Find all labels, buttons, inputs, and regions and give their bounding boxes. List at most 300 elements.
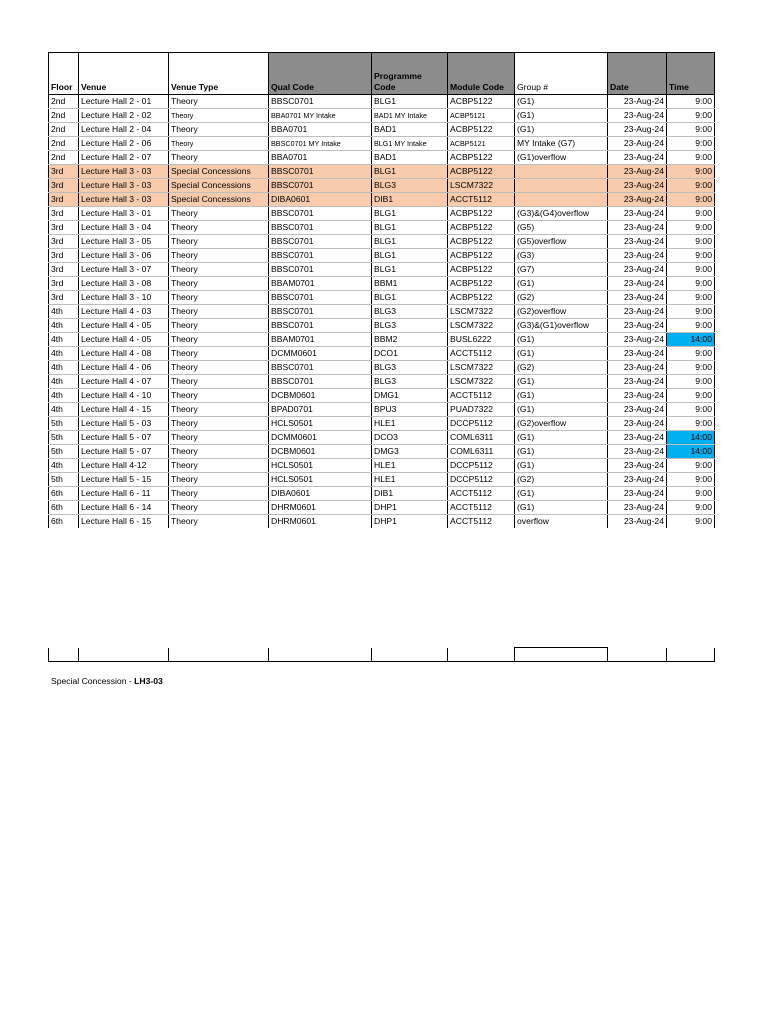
cell-group[interactable]: (G1) bbox=[515, 375, 608, 389]
cell-programme-code[interactable]: BBM2 bbox=[372, 333, 448, 347]
cell-floor[interactable]: 2nd bbox=[49, 123, 79, 137]
cell-programme-code[interactable]: BLG1 bbox=[372, 291, 448, 305]
cell-module-code[interactable]: ACBP5121 bbox=[448, 109, 515, 123]
cell-venue[interactable]: Lecture Hall 4 - 05 bbox=[79, 319, 169, 333]
cell-time[interactable]: 9:00 bbox=[667, 501, 715, 515]
cell-date[interactable]: 23-Aug-24 bbox=[608, 417, 667, 431]
cell-date[interactable]: 23-Aug-24 bbox=[608, 179, 667, 193]
cell-module-code[interactable]: ACCT5112 bbox=[448, 347, 515, 361]
cell-venue[interactable]: Lecture Hall 4 - 06 bbox=[79, 361, 169, 375]
cell-date[interactable]: 23-Aug-24 bbox=[608, 109, 667, 123]
cell-time[interactable]: 9:00 bbox=[667, 319, 715, 333]
cell-date[interactable]: 23-Aug-24 bbox=[608, 193, 667, 207]
table-row bbox=[49, 403, 715, 417]
cell-venue[interactable]: Lecture Hall 3 - 04 bbox=[79, 221, 169, 235]
cell-time[interactable]: 9:00 bbox=[667, 361, 715, 375]
cell-venue[interactable]: Lecture Hall 5 - 15 bbox=[79, 473, 169, 487]
cell-venue[interactable]: Lecture Hall 3 - 05 bbox=[79, 235, 169, 249]
cell-group[interactable] bbox=[515, 165, 608, 179]
cell-time[interactable]: 9:00 bbox=[667, 417, 715, 431]
cell-floor[interactable]: 4th bbox=[49, 319, 79, 333]
cell-floor[interactable]: 3rd bbox=[49, 193, 79, 207]
cell-qual-code[interactable]: DCMM0601 bbox=[269, 347, 372, 361]
cell-venue-type[interactable]: Theory bbox=[169, 221, 269, 235]
cell-date[interactable]: 23-Aug-24 bbox=[608, 221, 667, 235]
cell-venue-type[interactable]: Theory bbox=[169, 207, 269, 221]
cell-venue[interactable]: Lecture Hall 3 - 07 bbox=[79, 263, 169, 277]
cell-time[interactable]: 9:00 bbox=[667, 459, 715, 473]
cell-venue[interactable]: Lecture Hall 2 - 04 bbox=[79, 123, 169, 137]
cell-programme-code[interactable]: DCO3 bbox=[372, 431, 448, 445]
cell-time[interactable]: 9:00 bbox=[667, 137, 715, 151]
cell-time[interactable]: 9:00 bbox=[667, 305, 715, 319]
cell-programme-code[interactable]: BLG3 bbox=[372, 375, 448, 389]
cell-module-code[interactable]: BUSL6222 bbox=[448, 333, 515, 347]
cell-module-code[interactable]: ACBP5122 bbox=[448, 221, 515, 235]
cell-venue-type[interactable]: Theory bbox=[169, 137, 269, 151]
cell-date[interactable]: 23-Aug-24 bbox=[608, 361, 667, 375]
cell-floor[interactable]: 3rd bbox=[49, 263, 79, 277]
cell-qual-code[interactable]: HCLS0501 bbox=[269, 417, 372, 431]
cell-floor[interactable]: 2nd bbox=[49, 151, 79, 165]
cell-group[interactable]: (G3) bbox=[515, 249, 608, 263]
cell-group[interactable]: (G1) bbox=[515, 277, 608, 291]
cell-date[interactable]: 23-Aug-24 bbox=[608, 95, 667, 109]
cell-floor[interactable]: 3rd bbox=[49, 291, 79, 305]
cell-programme-code[interactable]: DMG1 bbox=[372, 389, 448, 403]
cell-qual-code[interactable]: DCBM0601 bbox=[269, 389, 372, 403]
cell-time[interactable]: 9:00 bbox=[667, 263, 715, 277]
table-row bbox=[49, 361, 715, 375]
cell-venue-type[interactable]: Theory bbox=[169, 515, 269, 529]
cell-date[interactable]: 23-Aug-24 bbox=[608, 305, 667, 319]
cell-venue[interactable]: Lecture Hall 4 - 15 bbox=[79, 403, 169, 417]
cell-qual-code[interactable]: HCLS0501 bbox=[269, 473, 372, 487]
cell-date[interactable]: 23-Aug-24 bbox=[608, 291, 667, 305]
cell-programme-code[interactable]: HLE1 bbox=[372, 417, 448, 431]
cell-venue-type[interactable]: Special Concessions bbox=[169, 165, 269, 179]
cell-date[interactable]: 23-Aug-24 bbox=[608, 487, 667, 501]
cell-floor[interactable]: 3rd bbox=[49, 249, 79, 263]
cell-module-code[interactable]: LSCM7322 bbox=[448, 375, 515, 389]
cell-venue-type[interactable]: Theory bbox=[169, 473, 269, 487]
cell-venue-type[interactable]: Theory bbox=[169, 403, 269, 417]
cell-venue-type[interactable]: Theory bbox=[169, 347, 269, 361]
cell-venue[interactable]: Lecture Hall 3 - 03 bbox=[79, 193, 169, 207]
cell-floor[interactable]: 3rd bbox=[49, 165, 79, 179]
cell-venue[interactable]: Lecture Hall 4 - 05 bbox=[79, 333, 169, 347]
cell-module-code[interactable]: LSCM7322 bbox=[448, 319, 515, 333]
empty-cell bbox=[448, 648, 515, 662]
cell-group[interactable]: (G1) bbox=[515, 403, 608, 417]
header-venue: Venue bbox=[79, 53, 169, 95]
cell-floor[interactable]: 6th bbox=[49, 515, 79, 529]
cell-time[interactable]: 9:00 bbox=[667, 151, 715, 165]
cell-qual-code[interactable]: DIBA0601 bbox=[269, 487, 372, 501]
cell-date[interactable]: 23-Aug-24 bbox=[608, 445, 667, 459]
cell-time[interactable]: 9:00 bbox=[667, 487, 715, 501]
empty-cell bbox=[667, 648, 715, 662]
cell-module-code[interactable]: ACCT5112 bbox=[448, 501, 515, 515]
cell-module-code[interactable]: COML6311 bbox=[448, 445, 515, 459]
cell-floor[interactable]: 4th bbox=[49, 403, 79, 417]
cell-date[interactable]: 23-Aug-24 bbox=[608, 333, 667, 347]
cell-venue[interactable]: Lecture Hall 3 - 08 bbox=[79, 277, 169, 291]
cell-qual-code[interactable]: HCLS0501 bbox=[269, 459, 372, 473]
cell-time[interactable]: 9:00 bbox=[667, 235, 715, 249]
cell-group[interactable]: (G1) bbox=[515, 109, 608, 123]
cell-module-code[interactable]: LSCM7322 bbox=[448, 361, 515, 375]
cell-qual-code[interactable]: BBSC0701 bbox=[269, 165, 372, 179]
cell-programme-code[interactable]: BLG1 bbox=[372, 95, 448, 109]
cell-module-code[interactable]: DCCP5112 bbox=[448, 473, 515, 487]
cell-group[interactable]: (G2) bbox=[515, 473, 608, 487]
cell-programme-code[interactable]: DCO1 bbox=[372, 347, 448, 361]
cell-module-code[interactable]: ACCT5112 bbox=[448, 389, 515, 403]
cell-venue[interactable]: Lecture Hall 4 - 03 bbox=[79, 305, 169, 319]
cell-floor[interactable]: 5th bbox=[49, 417, 79, 431]
cell-floor[interactable]: 3rd bbox=[49, 179, 79, 193]
cell-group[interactable]: (G1) bbox=[515, 459, 608, 473]
cell-group[interactable]: (G2) bbox=[515, 291, 608, 305]
empty-cell bbox=[169, 648, 269, 662]
cell-qual-code[interactable]: BBSC0701 bbox=[269, 319, 372, 333]
cell-module-code[interactable]: ACCT5112 bbox=[448, 487, 515, 501]
cell-venue-type[interactable]: Theory bbox=[169, 417, 269, 431]
cell-time[interactable]: 9:00 bbox=[667, 165, 715, 179]
cell-venue-type[interactable]: Theory bbox=[169, 431, 269, 445]
table-row bbox=[49, 249, 715, 263]
cell-venue-type[interactable]: Theory bbox=[169, 235, 269, 249]
cell-time[interactable]: 9:00 bbox=[667, 249, 715, 263]
cell-date[interactable]: 23-Aug-24 bbox=[608, 515, 667, 529]
cell-qual-code[interactable]: BBAM0701 bbox=[269, 277, 372, 291]
cell-module-code[interactable]: ACBP5122 bbox=[448, 277, 515, 291]
cell-date[interactable]: 23-Aug-24 bbox=[608, 151, 667, 165]
cell-time[interactable]: 9:00 bbox=[667, 95, 715, 109]
cell-floor[interactable]: 4th bbox=[49, 389, 79, 403]
cell-time[interactable]: 14:00 bbox=[667, 431, 715, 445]
cell-venue-type[interactable]: Theory bbox=[169, 333, 269, 347]
cell-date[interactable]: 23-Aug-24 bbox=[608, 207, 667, 221]
cell-floor[interactable]: 2nd bbox=[49, 109, 79, 123]
cell-venue[interactable]: Lecture Hall 6 - 11 bbox=[79, 487, 169, 501]
cell-floor[interactable]: 3rd bbox=[49, 207, 79, 221]
table-row bbox=[49, 389, 715, 403]
cell-floor[interactable]: 2nd bbox=[49, 137, 79, 151]
cell-programme-code[interactable]: BLG3 bbox=[372, 305, 448, 319]
cell-floor[interactable]: 4th bbox=[49, 459, 79, 473]
cell-qual-code[interactable]: BBA0701 MY Intake bbox=[269, 109, 372, 123]
cell-venue-type[interactable]: Theory bbox=[169, 375, 269, 389]
cell-floor[interactable]: 6th bbox=[49, 487, 79, 501]
cell-venue[interactable]: Lecture Hall 5 - 07 bbox=[79, 431, 169, 445]
cell-programme-code[interactable]: BLG1 bbox=[372, 249, 448, 263]
cell-venue-type[interactable]: Theory bbox=[169, 361, 269, 375]
cell-venue[interactable]: Lecture Hall 2 - 07 bbox=[79, 151, 169, 165]
cell-time[interactable]: 9:00 bbox=[667, 123, 715, 137]
cell-qual-code[interactable]: BBSC0701 bbox=[269, 305, 372, 319]
cell-venue[interactable]: Lecture Hall 4 - 07 bbox=[79, 375, 169, 389]
cell-qual-code[interactable]: BBAM0701 bbox=[269, 333, 372, 347]
cell-group[interactable]: (G1) bbox=[515, 501, 608, 515]
cell-group[interactable]: (G2) bbox=[515, 361, 608, 375]
cell-floor[interactable]: 2nd bbox=[49, 95, 79, 109]
cell-programme-code[interactable]: BAD1 bbox=[372, 151, 448, 165]
cell-group[interactable]: (G2)overflow bbox=[515, 305, 608, 319]
cell-programme-code[interactable]: BBM1 bbox=[372, 277, 448, 291]
cell-qual-code[interactable]: BBSC0701 bbox=[269, 95, 372, 109]
cell-time[interactable]: 9:00 bbox=[667, 389, 715, 403]
cell-group[interactable]: (G3)&(G4)overflow bbox=[515, 207, 608, 221]
selected-empty-cell[interactable] bbox=[515, 648, 608, 662]
cell-venue-type[interactable]: Theory bbox=[169, 123, 269, 137]
cell-venue[interactable]: Lecture Hall 5 - 07 bbox=[79, 445, 169, 459]
cell-group[interactable] bbox=[515, 179, 608, 193]
cell-time[interactable]: 9:00 bbox=[667, 473, 715, 487]
cell-group[interactable]: (G1) bbox=[515, 487, 608, 501]
cell-qual-code[interactable]: BBA0701 bbox=[269, 123, 372, 137]
cell-time[interactable]: 9:00 bbox=[667, 109, 715, 123]
cell-venue[interactable]: Lecture Hall 4 - 08 bbox=[79, 347, 169, 361]
cell-module-code[interactable]: PUAD7322 bbox=[448, 403, 515, 417]
cell-qual-code[interactable]: BBSC0701 bbox=[269, 263, 372, 277]
table-row bbox=[49, 487, 715, 501]
cell-qual-code[interactable]: BBSC0701 bbox=[269, 235, 372, 249]
cell-venue-type[interactable]: Theory bbox=[169, 291, 269, 305]
cell-venue-type[interactable]: Theory bbox=[169, 445, 269, 459]
cell-qual-code[interactable]: BBSC0701 bbox=[269, 221, 372, 235]
cell-floor[interactable]: 6th bbox=[49, 501, 79, 515]
cell-venue[interactable]: Lecture Hall 3 - 03 bbox=[79, 179, 169, 193]
cell-time[interactable]: 9:00 bbox=[667, 193, 715, 207]
cell-qual-code[interactable]: DHRM0601 bbox=[269, 515, 372, 529]
cell-group[interactable]: overflow bbox=[515, 515, 608, 529]
cell-time[interactable]: 9:00 bbox=[667, 179, 715, 193]
cell-venue[interactable]: Lecture Hall 6 - 15 bbox=[79, 515, 169, 529]
table-row bbox=[49, 347, 715, 361]
cell-date[interactable]: 23-Aug-24 bbox=[608, 235, 667, 249]
cell-module-code[interactable]: ACBP5122 bbox=[448, 123, 515, 137]
cell-venue-type[interactable]: Theory bbox=[169, 109, 269, 123]
cell-group[interactable] bbox=[515, 193, 608, 207]
cell-venue-type[interactable]: Theory bbox=[169, 501, 269, 515]
cell-module-code[interactable]: ACBP5122 bbox=[448, 235, 515, 249]
cell-time[interactable]: 14:00 bbox=[667, 333, 715, 347]
cell-venue-type[interactable]: Theory bbox=[169, 263, 269, 277]
cell-group[interactable]: (G2)overflow bbox=[515, 417, 608, 431]
cell-venue-type[interactable]: Special Concessions bbox=[169, 193, 269, 207]
cell-venue-type[interactable]: Theory bbox=[169, 249, 269, 263]
cell-floor[interactable]: 4th bbox=[49, 333, 79, 347]
cell-time[interactable]: 9:00 bbox=[667, 277, 715, 291]
cell-group[interactable]: (G7) bbox=[515, 263, 608, 277]
cell-group[interactable]: (G1) bbox=[515, 389, 608, 403]
cell-venue-type[interactable]: Theory bbox=[169, 277, 269, 291]
cell-date[interactable]: 23-Aug-24 bbox=[608, 165, 667, 179]
cell-date[interactable]: 23-Aug-24 bbox=[608, 403, 667, 417]
cell-group[interactable]: (G1) bbox=[515, 123, 608, 137]
cell-qual-code[interactable]: DCBM0601 bbox=[269, 445, 372, 459]
cell-qual-code[interactable]: DHRM0601 bbox=[269, 501, 372, 515]
cell-venue-type[interactable]: Theory bbox=[169, 487, 269, 501]
cell-date[interactable]: 23-Aug-24 bbox=[608, 347, 667, 361]
cell-programme-code[interactable]: DIB1 bbox=[372, 193, 448, 207]
cell-group[interactable]: (G1) bbox=[515, 347, 608, 361]
cell-qual-code[interactable]: BBSC0701 bbox=[269, 291, 372, 305]
cell-programme-code[interactable]: DHP1 bbox=[372, 515, 448, 529]
cell-programme-code[interactable]: DMG3 bbox=[372, 445, 448, 459]
cell-floor[interactable]: 4th bbox=[49, 375, 79, 389]
cell-date[interactable]: 23-Aug-24 bbox=[608, 277, 667, 291]
cell-date[interactable]: 23-Aug-24 bbox=[608, 473, 667, 487]
cell-date[interactable]: 23-Aug-24 bbox=[608, 375, 667, 389]
cell-venue-type[interactable]: Theory bbox=[169, 459, 269, 473]
cell-venue-type[interactable]: Theory bbox=[169, 389, 269, 403]
cell-date[interactable]: 23-Aug-24 bbox=[608, 389, 667, 403]
cell-date[interactable]: 23-Aug-24 bbox=[608, 431, 667, 445]
cell-module-code[interactable]: ACCT5112 bbox=[448, 193, 515, 207]
cell-programme-code[interactable]: BLG1 MY Intake bbox=[372, 137, 448, 151]
table-row bbox=[49, 151, 715, 165]
cell-floor[interactable]: 4th bbox=[49, 305, 79, 319]
cell-programme-code[interactable]: HLE1 bbox=[372, 459, 448, 473]
cell-qual-code[interactable]: BBSC0701 bbox=[269, 179, 372, 193]
cell-qual-code[interactable]: BBSC0701 bbox=[269, 249, 372, 263]
cell-time[interactable]: 9:00 bbox=[667, 403, 715, 417]
header-module-code: Module Code bbox=[448, 53, 515, 95]
cell-time[interactable]: 9:00 bbox=[667, 221, 715, 235]
cell-date[interactable]: 23-Aug-24 bbox=[608, 137, 667, 151]
empty-cell bbox=[79, 648, 169, 662]
header-venue-type: Venue Type bbox=[169, 53, 269, 95]
cell-venue[interactable]: Lecture Hall 6 - 14 bbox=[79, 501, 169, 515]
cell-module-code[interactable]: ACBP5122 bbox=[448, 263, 515, 277]
cell-date[interactable]: 23-Aug-24 bbox=[608, 123, 667, 137]
cell-venue[interactable]: Lecture Hall 4 - 10 bbox=[79, 389, 169, 403]
cell-venue[interactable]: Lecture Hall 2 - 02 bbox=[79, 109, 169, 123]
cell-venue[interactable]: Lecture Hall 5 - 03 bbox=[79, 417, 169, 431]
cell-module-code[interactable]: ACBP5122 bbox=[448, 165, 515, 179]
cell-venue-type[interactable]: Special Concessions bbox=[169, 179, 269, 193]
cell-venue-type[interactable]: Theory bbox=[169, 151, 269, 165]
cell-date[interactable]: 23-Aug-24 bbox=[608, 459, 667, 473]
cell-venue-type[interactable]: Theory bbox=[169, 319, 269, 333]
cell-venue[interactable]: Lecture Hall 3 - 03 bbox=[79, 165, 169, 179]
cell-venue[interactable]: Lecture Hall 3 - 10 bbox=[79, 291, 169, 305]
cell-floor[interactable]: 4th bbox=[49, 347, 79, 361]
cell-module-code[interactable]: DCCP5112 bbox=[448, 459, 515, 473]
cell-floor[interactable]: 3rd bbox=[49, 277, 79, 291]
cell-programme-code[interactable]: BLG1 bbox=[372, 263, 448, 277]
cell-qual-code[interactable]: BBSC0701 MY Intake bbox=[269, 137, 372, 151]
cell-programme-code[interactable]: BLG1 bbox=[372, 235, 448, 249]
cell-venue-type[interactable]: Theory bbox=[169, 95, 269, 109]
cell-module-code[interactable]: LSCM7322 bbox=[448, 179, 515, 193]
cell-module-code[interactable]: ACBP5122 bbox=[448, 95, 515, 109]
cell-group[interactable]: (G1)overflow bbox=[515, 151, 608, 165]
cell-programme-code[interactable]: BLG3 bbox=[372, 319, 448, 333]
cell-qual-code[interactable]: BBSC0701 bbox=[269, 375, 372, 389]
cell-time[interactable]: 14:00 bbox=[667, 445, 715, 459]
cell-qual-code[interactable]: BPAD0701 bbox=[269, 403, 372, 417]
cell-module-code[interactable]: ACBP5122 bbox=[448, 207, 515, 221]
cell-group[interactable]: (G1) bbox=[515, 333, 608, 347]
cell-programme-code[interactable]: BLG3 bbox=[372, 361, 448, 375]
cell-time[interactable]: 9:00 bbox=[667, 291, 715, 305]
cell-group[interactable]: (G5)overflow bbox=[515, 235, 608, 249]
cell-programme-code[interactable]: BPU3 bbox=[372, 403, 448, 417]
cell-programme-code[interactable]: DHP1 bbox=[372, 501, 448, 515]
cell-module-code[interactable]: ACBP5122 bbox=[448, 151, 515, 165]
cell-venue[interactable]: Lecture Hall 2 - 06 bbox=[79, 137, 169, 151]
cell-floor[interactable]: 4th bbox=[49, 361, 79, 375]
cell-module-code[interactable]: DCCP5112 bbox=[448, 417, 515, 431]
cell-programme-code[interactable]: BAD1 bbox=[372, 123, 448, 137]
table-row bbox=[49, 501, 715, 515]
cell-qual-code[interactable]: BBSC0701 bbox=[269, 361, 372, 375]
cell-module-code[interactable]: ACCT5112 bbox=[448, 515, 515, 529]
table-row bbox=[49, 137, 715, 151]
cell-time[interactable]: 9:00 bbox=[667, 515, 715, 529]
cell-venue[interactable]: Lecture Hall 4-12 bbox=[79, 459, 169, 473]
cell-venue[interactable]: Lecture Hall 3 - 06 bbox=[79, 249, 169, 263]
cell-module-code[interactable]: ACBP5122 bbox=[448, 249, 515, 263]
cell-floor[interactable]: 3rd bbox=[49, 221, 79, 235]
cell-programme-code[interactable]: BAD1 MY Intake bbox=[372, 109, 448, 123]
cell-programme-code[interactable]: DIB1 bbox=[372, 487, 448, 501]
cell-floor[interactable]: 5th bbox=[49, 431, 79, 445]
cell-venue-type[interactable]: Theory bbox=[169, 305, 269, 319]
cell-group[interactable]: (G1) bbox=[515, 431, 608, 445]
cell-group[interactable]: MY Intake (G7) bbox=[515, 137, 608, 151]
cell-programme-code[interactable]: BLG1 bbox=[372, 165, 448, 179]
cell-programme-code[interactable]: BLG1 bbox=[372, 221, 448, 235]
header-row bbox=[49, 53, 715, 95]
cell-venue[interactable]: Lecture Hall 2 - 01 bbox=[79, 95, 169, 109]
cell-floor[interactable]: 5th bbox=[49, 473, 79, 487]
cell-date[interactable]: 23-Aug-24 bbox=[608, 319, 667, 333]
cell-date[interactable]: 23-Aug-24 bbox=[608, 263, 667, 277]
cell-qual-code[interactable]: BBA0701 bbox=[269, 151, 372, 165]
cell-date[interactable]: 23-Aug-24 bbox=[608, 501, 667, 515]
cell-module-code[interactable]: ACBP5121 bbox=[448, 137, 515, 151]
cell-date[interactable]: 23-Aug-24 bbox=[608, 249, 667, 263]
cell-time[interactable]: 9:00 bbox=[667, 347, 715, 361]
cell-programme-code[interactable]: HLE1 bbox=[372, 473, 448, 487]
cell-qual-code[interactable]: DCMM0601 bbox=[269, 431, 372, 445]
cell-programme-code[interactable]: BLG1 bbox=[372, 207, 448, 221]
cell-module-code[interactable]: COML6311 bbox=[448, 431, 515, 445]
note-code: LH3-03 bbox=[134, 676, 163, 686]
cell-module-code[interactable]: ACBP5122 bbox=[448, 291, 515, 305]
table-row bbox=[49, 459, 715, 473]
cell-floor[interactable]: 5th bbox=[49, 445, 79, 459]
cell-group[interactable]: (G1) bbox=[515, 95, 608, 109]
cell-venue[interactable]: Lecture Hall 3 - 01 bbox=[79, 207, 169, 221]
cell-programme-code[interactable]: BLG3 bbox=[372, 179, 448, 193]
cell-time[interactable]: 9:00 bbox=[667, 207, 715, 221]
cell-group[interactable]: (G3)&(G1)overflow bbox=[515, 319, 608, 333]
cell-qual-code[interactable]: DIBA0601 bbox=[269, 193, 372, 207]
cell-time[interactable]: 9:00 bbox=[667, 375, 715, 389]
table-row bbox=[49, 263, 715, 277]
cell-group[interactable]: (G5) bbox=[515, 221, 608, 235]
cell-group[interactable]: (G1) bbox=[515, 445, 608, 459]
cell-floor[interactable]: 3rd bbox=[49, 235, 79, 249]
cell-module-code[interactable]: LSCM7322 bbox=[448, 305, 515, 319]
cell-qual-code[interactable]: BBSC0701 bbox=[269, 207, 372, 221]
